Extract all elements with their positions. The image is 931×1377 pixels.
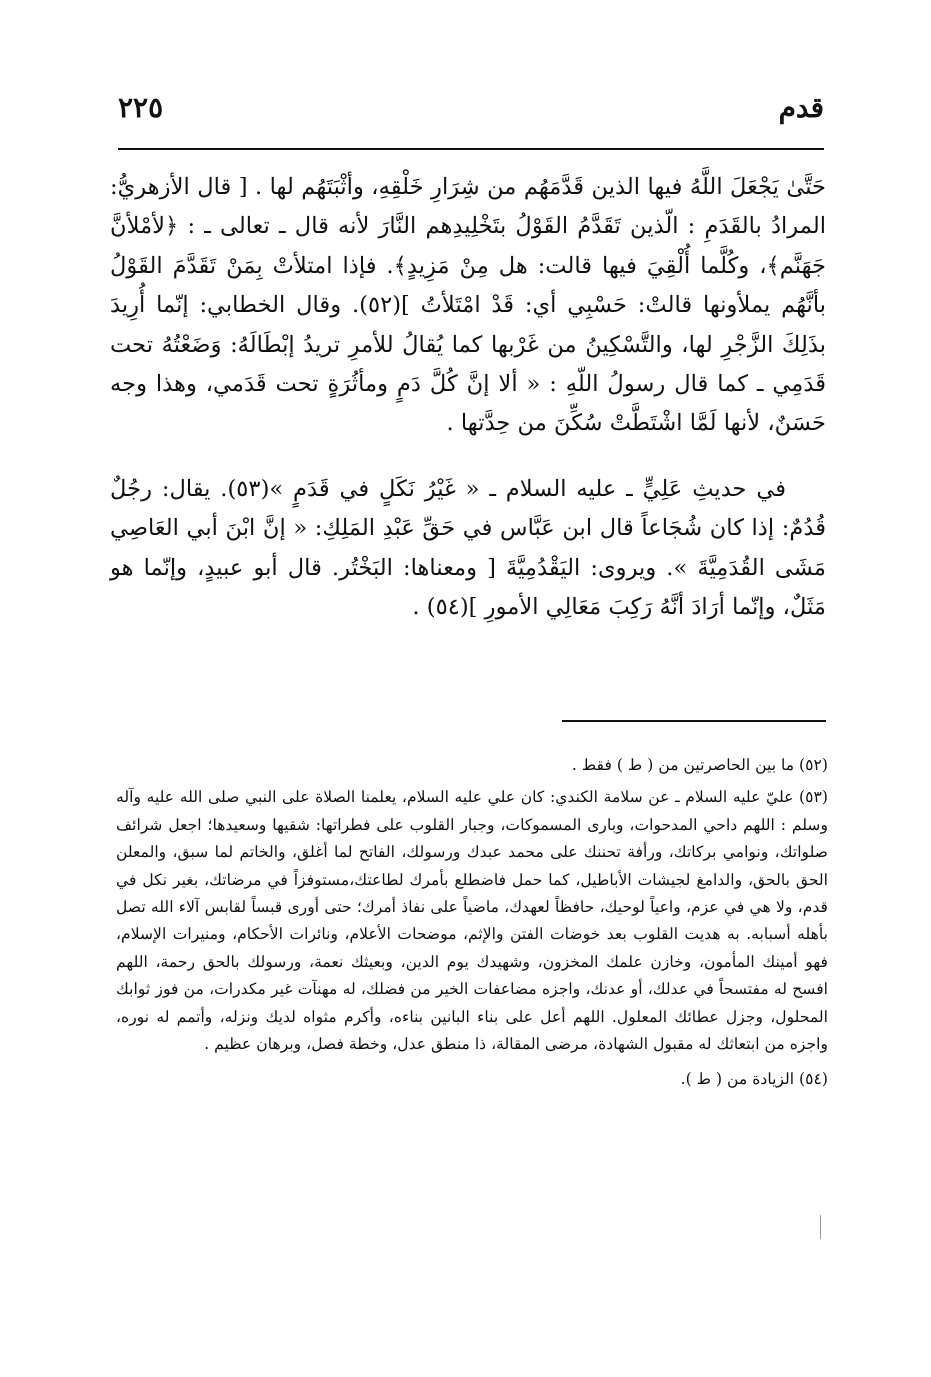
footnote-53: (٥٣) عليّ عليه السلام ـ عن سلامة الكندي: كان علي عليه السلام، يعلمنا الصلاة على النبي صلى الله عليه وآله وسلم : اللهم داحي المدحوات، وبارى المسموكات، وجبار القلوب على فطراتها: شقيها وسعيدها؛ اجعل شرائف صلواتك، ونوامي بركاتك، ورأفة تحننك على محمد عبدك ورسولك، الفاتح لما أغلق، والخاتم لما سبق، والمعلن الحق بالحق، والدامغ لجيشات الأباطيل، كما حمل فاضطلع بأمرك لطاعتك،مستوفزاً في مرضاتك، بغير نكل في قدم، ولا هي في عزم، واعياً لوحيك، حافظاً لعهدك، ماضياً على نفاذ أمرك؛ حتى أورى قبساً لقابس آلاء الله تصل بأهله أسبابه. به هديت القلوب بعد خوضات الفتن والإثم، موضحات الأعلام، ونائرات الأحكام، ومنيرات الإسلام، فهو أمينك المأمون، وخازن علمك المخزون، وشهيدك يوم الدين، وبعيثك نعمة، ورسولك بالحق رحمة، اللهم افسح له مفتسحاً في عدلك، أو عدنك، واجزه مضاعفات الخير من فضلك، له مهنآت غير مكدرات، من فوز ثوابك المحلول، وجزل عطائك المعلول. اللهم أعل على بناء البانين بناءه، وأكرم مثواه لديك ونزله، وأتمم له نوره، واجزه من ابتعاثك له مقبول الشهادة، مرضى المقالة، ذا منطق عدل، وخطة فصل، وبرهان عظيم . (116, 788, 828, 1054)
margin-mark (820, 1215, 821, 1239)
running-title: قدم (778, 91, 824, 124)
page-number: ٢٢٥ (118, 91, 164, 124)
header-divider (118, 148, 824, 150)
body-paragraph-2: في حديثِ عَلِيٍّ ـ عليه السلام ـ « غَيْرُ نَكَلٍ في قَدَمٍ »(٥٣). يقال: رجُلٌ قُدُمٌ: إذا كان شُجَاعاً قال ابن عَبَّاس في حَقِّ عَبْدِ المَلِكِ: « إنَّ ابْنَ أبي العَاصِي مَشَى القُدَمِيَّةَ ». ويروى: اليَقْدُمِيَّةَ [ ومعناها: البَخْتُر. قال أبو عبيدٍ، وإنّما هو مَثَلٌ، وإنّما أرَادَ أنَّهُ رَكِبَ مَعَالِي الأمورِ ](٥٤) . (110, 475, 826, 621)
footnotes (116, 752, 828, 1099)
body-paragraph-1: حَتَّىٰ يَجْعَلَ اللَّهُ فيها الذين قَدَّمَهُم من شِرَارِ خَلْقِهِ، وأثْبَتَهُم لها . [ قال الأزهريُّ: المرادُ بالقَدَمِ : الّذين تَقَدَّمُ القَوْلُ بتَخْلِيدِهم النَّارَ لأنه قال ـ تعالى ـ : ﴿لأمْلأنَّ جَهَنَّم﴾، وكُلَّما أُلْقِيَ فيها قالت: هل مِنْ مَزِيدٍ﴾. فإذا امتلأتْ بِمَنْ تَقَدَّمَ القَوْلُ بأنَّهُم يملأونها قالتْ: حَسْبِي أي: قَدْ امْتَلأتُ ](٥٢). وقال الخطابي: إنّما أُرِيدَ بذَلِكَ الزَّجْرِ لها، والتَّسْكِينُ من غَرْبها كما يُقالُ للأمرِ تريدُ إبْطَالَهُ: وَضَعْتُهُ تحت قَدَمِي ـ كما قال رسولُ اللّهِ : « ألا إنَّ كُلَّ دَمٍ ومأثُرَةٍ تحت قَدَمي، وهذا وجه حَسَنٌ، لأنها لَمَّا اشْتَطَّتْ سُكِّنَ من حِدَّتها . (110, 174, 827, 437)
main-text (110, 168, 826, 627)
page-header (118, 88, 824, 132)
footnote-54: (٥٤) الزيادة من ( ط ). (680, 1070, 828, 1089)
footnote-52: (٥٢) ما بين الحاصرتين من ( ط ) فقط . (571, 756, 828, 774)
footnote-divider (562, 720, 826, 722)
